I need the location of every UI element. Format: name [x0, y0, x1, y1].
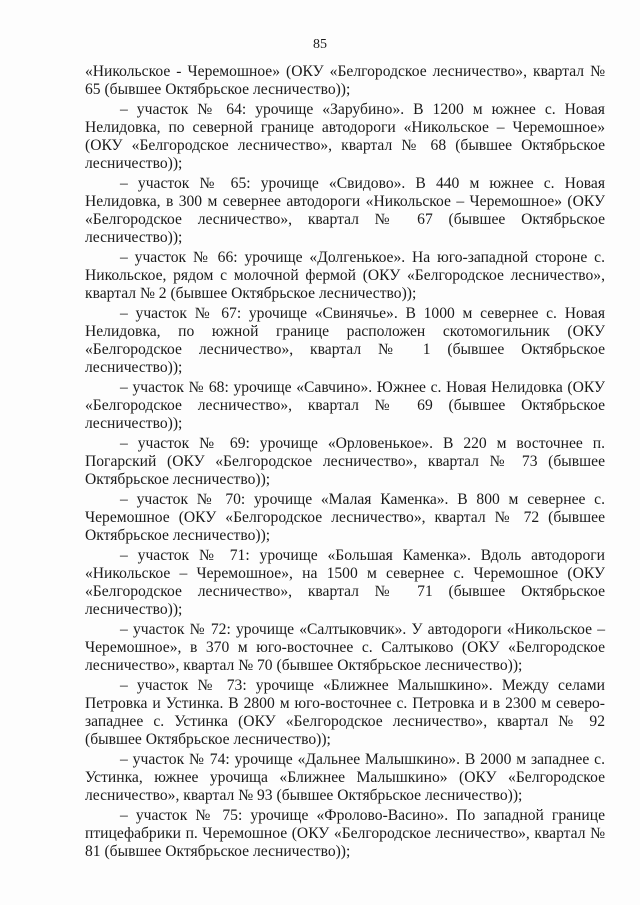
paragraph-plot-71: – участок № 71: урочище «Большая Каменка». Вдоль автодороги «Никольское – Черемошное», на 1500 м севернее с. Черемошное (ОКУ «Белгородское лесничество», квартал № 71 (бывшее Октябрьское лесничество)); — [85, 547, 605, 618]
paragraph-plot-73: – участок № 73: урочище «Ближнее Малышкино». Между селами Петровка и Устинка. В 2800 м юго-восточнее с. Петровка и в 2300 м северо-западнее с. Устинка (ОКУ «Белгородское лесничество», квартал № 92 (бывшее Октябрьское лесничество)); — [85, 677, 605, 748]
paragraph-plot-68: – участок № 68: урочище «Савчино». Южнее с. Новая Нелидовка (ОКУ «Белгородское лесничество», квартал № 69 (бывшее Октябрьское лесничество)); — [85, 379, 605, 432]
paragraph-plot-74: – участок № 74: урочище «Дальнее Малышкино». В 2000 м западнее с. Устинка, южнее урочища «Ближнее Малышкино» (ОКУ «Белгородское лесничество», квартал № 93 (бывшее Октябрьское лесничество)); — [85, 751, 605, 804]
paragraph-plot-69: – участок № 69: урочище «Орловенькое». В 220 м восточнее п. Погарский (ОКУ «Белгородское лесничество», квартал № 73 (бывшее Октябрьское лесничество)); — [85, 435, 605, 488]
paragraph-plot-67: – участок № 67: урочище «Свинячье». В 1000 м севернее с. Новая Нелидовка, по южной границе расположен скотомогильник (ОКУ «Белгородское лесничество», квартал № 1 (бывшее Октябрьское лесничество)); — [85, 305, 605, 376]
paragraph-plot-64: – участок № 64: урочище «Зарубино». В 1200 м южнее с. Новая Нелидовка, по северной границе автодороги «Никольское – Черемошное» (ОКУ «Белгородское лесничество», квартал № 68 (бывшее Октябрьское лесничество)); — [85, 101, 605, 172]
paragraph-plot-66: – участок № 66: урочище «Долгенькое». На юго-западной стороне с. Никольское, рядом с молочной фермой (ОКУ «Белгородское лесничество», квартал № 2 (бывшее Октябрьское лесничество)); — [85, 249, 605, 302]
paragraph-plot-70: – участок № 70: урочище «Малая Каменка». В 800 м севернее с. Черемошное (ОКУ «Белгородское лесничество», квартал № 72 (бывшее Октябрьское лесничество)); — [85, 491, 605, 544]
paragraph-plot-72: – участок № 72: урочище «Салтыковчик». У автодороги «Никольское – Черемошное», в 370 м юго-восточнее с. Салтыково (ОКУ «Белгородское лесничество», квартал № 70 (бывшее Октябрьское лесничество)); — [85, 621, 605, 674]
paragraph-plot-65: – участок № 65: урочище «Свидово». В 440 м южнее с. Новая Нелидовка, в 300 м севернее автодороги «Никольское – Черемошное» (ОКУ «Белгородское лесничество», квартал № 67 (бывшее Октябрьское лесничество)); — [85, 175, 605, 246]
paragraph-plot-75: – участок № 75: урочище «Фролово-Васино». По западной границе птицефабрики п. Черемошное (ОКУ «Белгородское лесничество», квартал № 81 (бывшее Октябрьское лесничество)); — [85, 807, 605, 860]
paragraph-continuation: «Никольское - Черемошное» (ОКУ «Белгородское лесничество», квартал № 65 (бывшее Октябрьское лесничество)); — [85, 63, 605, 98]
document-body — [85, 63, 605, 861]
page-number: 85 — [313, 37, 327, 52]
